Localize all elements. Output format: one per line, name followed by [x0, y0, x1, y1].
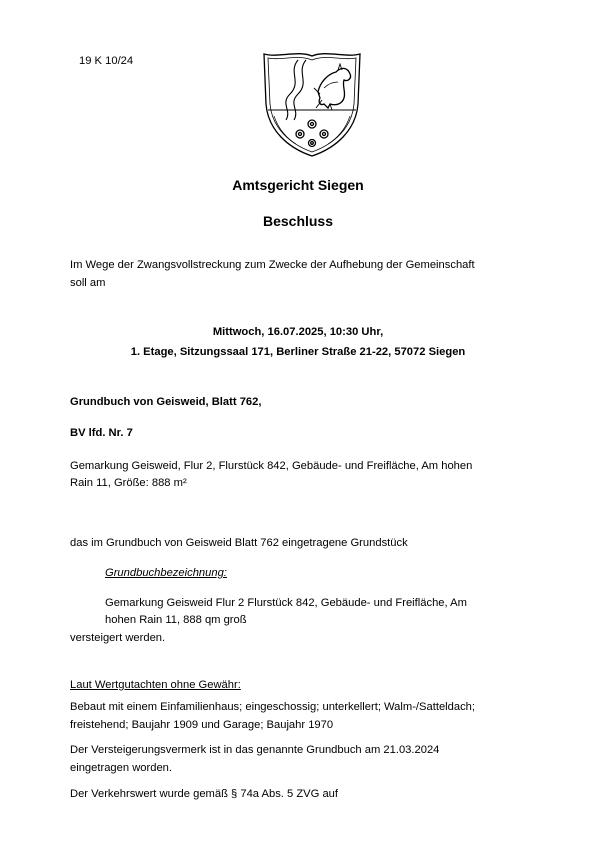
auction-note-line-2: eingetragen worden. [70, 762, 173, 774]
auction-note-line-1: Der Versteigerungsvermerk ist in das genannte Grundbuch am 21.03.2024 [70, 744, 440, 756]
case-number: 19 K 10/24 [79, 55, 134, 67]
parcel-line-1: Gemarkung Geisweid, Flur 2, Flurstück 842, Gebäude- und Freifläche, Am hohen [70, 460, 473, 472]
appraisal-line-2: freistehend; Baujahr 1909 und Garage; Baujahr 1970 [70, 719, 334, 731]
designation-heading: Grundbuchbezeichnung: [105, 567, 227, 579]
land-register: Grundbuch von Geisweid, Blatt 762, [70, 396, 262, 408]
registered-property: das im Grundbuch von Geisweid Blatt 762 eingetragene Grundstück [70, 537, 408, 549]
designation-line-1: Gemarkung Geisweid Flur 2 Flurstück 842, Gebäude- und Freifläche, Am [105, 597, 467, 609]
market-value: Der Verkehrswert wurde gemäß § 74a Abs. 5 ZVG auf [70, 788, 339, 800]
designation-line-2: hohen Rain 11, 888 qm groß [105, 614, 247, 626]
appraisal-line-1: Bebaut mit einem Einfamilienhaus; eingeschossig; unterkellert; Walm-/Satteldach; [70, 701, 476, 713]
parcel-line-2: Rain 11, Größe: 888 m² [70, 477, 187, 489]
appraisal-heading: Laut Wertgutachten ohne Gewähr: [70, 679, 241, 691]
document-type: Beschluss [262, 213, 334, 229]
intro-line-2: soll am [70, 277, 106, 289]
appointment-place: 1. Etage, Sitzungssaal 171, Berliner Straße 21-22, 57072 Siegen [130, 346, 466, 358]
bv-number: BV lfd. Nr. 7 [70, 427, 133, 439]
intro-line-1: Im Wege der Zwangsvollstreckung zum Zwecke der Aufhebung der Gemeinschaft [70, 259, 475, 271]
court-name: Amtsgericht Siegen [232, 177, 364, 193]
coat-of-arms-icon [258, 48, 366, 160]
auctioned-text: versteigert werden. [70, 632, 166, 644]
appointment-date: Mittwoch, 16.07.2025, 10:30 Uhr, [212, 326, 384, 338]
